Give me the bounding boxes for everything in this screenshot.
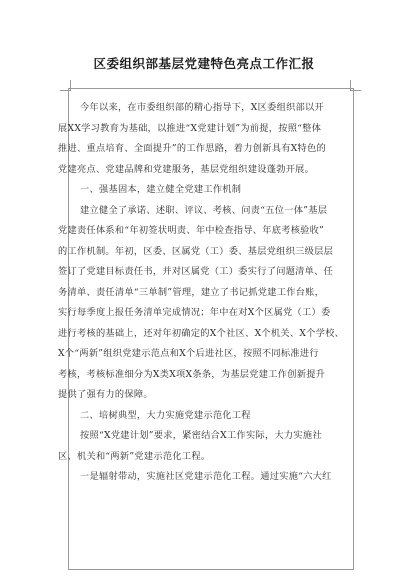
paragraph-line: 提供了强有力的保障。 (58, 389, 153, 400)
paragraph-line: 党建责任体系和“年初签状明责、年中检查指导、年底考核验收” (58, 225, 325, 236)
paragraph-line: 进行考核的基础上，还对年初确定的X个社区、X个机关、X个学校、 (58, 327, 345, 339)
paragraph-line: 今年以来，在市委组织部的精心指导下，X区委组织部以开 (80, 102, 325, 113)
paragraph-line: 实行每季度上报任务清单完成情况；年中在对X个区属党（工）委 (58, 307, 331, 318)
document-title: 区委组织部基层党建特色亮点工作汇报 (93, 56, 315, 71)
paragraph-line: 展XX学习教育为基础，以推进“X党建计划”为前提，按照“整体 (58, 122, 322, 134)
paragraph-line: 考核，考核标准细分为X类X项X条条，为基层党建工作创新提升 (58, 368, 326, 380)
paragraph-line: 签订了党建目标责任书，并对区属党（工）委实行了问题清单、任 (58, 266, 334, 277)
paragraph-line: 建立健全了承诺、述职、评议、考核、问责“五位一体”基层 (80, 204, 328, 216)
paragraph-line: 推进、重点培育、全面提升”的工作思路，着力创新具有X特色的 (58, 143, 326, 154)
section-heading: 二、培树典型，大力实施党建示范化工程 (80, 409, 251, 421)
paragraph-line: 党建亮点、党建品牌和党建服务，基层党组织建设蓬勃开展。 (58, 163, 315, 175)
paragraph-line: 的工作机制。年初，区委、区属党（工）委、基层党组织三级层层 (58, 245, 334, 257)
paragraph-line: 务清单、责任清单“三单制”管理，建立了书记抓党建工作台账， (58, 286, 325, 298)
paragraph-line: 按照“X党建计划”要求，紧密结合X工作实际，大力实施社 (80, 430, 322, 441)
paragraph-line: 一是辐射带动，实施社区党建示范化工程。通过实施“六大红 (80, 471, 332, 482)
paragraph-line: 区、机关和“两新”党建示范化工程。 (58, 450, 211, 462)
document-body (58, 98, 358, 488)
paragraph-line: X个“两新”组织党建示范点和X个后进社区，按照不同标准进行 (58, 348, 319, 359)
section-heading: 一、强基固本，建立健全党建工作机制 (80, 184, 242, 195)
